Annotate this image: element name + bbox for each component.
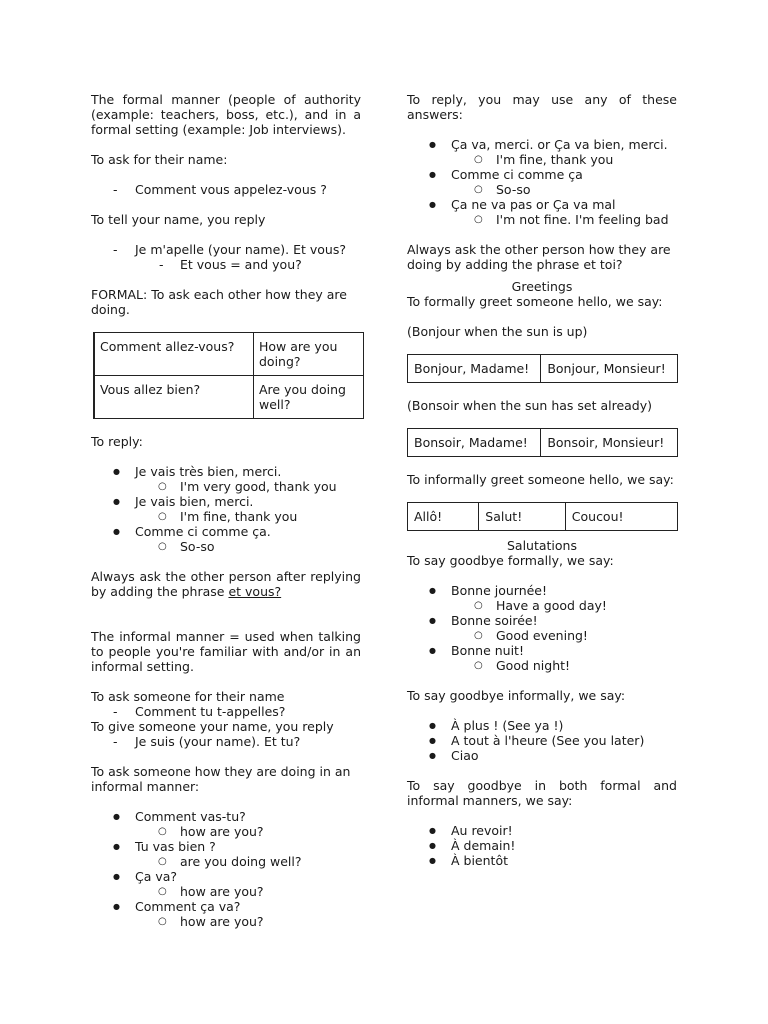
ask-name-phrase: - Comment vous appelez-vous ? <box>91 182 361 197</box>
list-item: ● Comme ci comme ça. <box>91 524 361 539</box>
right-column <box>407 92 677 868</box>
informal-ask-name: To ask someone for their name <box>91 689 285 704</box>
informal-how-heading: To ask someone how they are doing in an informal manner: <box>91 764 351 794</box>
table-cell: Bonjour, Madame! <box>408 355 541 383</box>
always-ask-paragraph <box>91 569 361 599</box>
informal-greet-table <box>407 502 678 531</box>
goodbye-formal-heading: To say goodbye formally, we say: <box>407 553 614 568</box>
list-item: ● Comment vas-tu? <box>91 809 361 824</box>
list-item: ● Je vais bien, merci. <box>91 494 361 509</box>
table-row <box>94 333 364 376</box>
informal-ask-name-phrase: - Comment tu t-appelles? <box>91 704 361 719</box>
list-item: ● Au revoir! <box>407 823 677 838</box>
table-row <box>408 429 678 457</box>
list-item: ● À plus ! (See ya !) <box>407 718 677 733</box>
informal-give-name-phrase: - Je suis (your name). Et tu? <box>91 734 361 749</box>
list-subitem: ○ Good night! <box>407 658 677 673</box>
list-item: ● Bonne nuit! <box>407 643 677 658</box>
list-item: ● Bonne soirée! <box>407 613 677 628</box>
reply-any-heading: To reply, you may use any of these answers: <box>407 92 677 122</box>
bonjour-table <box>407 354 678 383</box>
table-cell: Allô! <box>408 503 479 531</box>
goodbye-informal-heading: To say goodbye informally, we say: <box>407 688 626 703</box>
tell-name-heading: To tell your name, you reply <box>91 212 266 227</box>
list-subitem: ○ Have a good day! <box>407 598 677 613</box>
list-subitem: ○ I'm fine, thank you <box>407 152 677 167</box>
ask-name-heading: To ask for their name: <box>91 152 228 167</box>
formal-ask-heading: FORMAL: To ask each other how they are doing. <box>91 287 347 317</box>
goodbye-both-heading: To say goodbye in both formal and informal manners, we say: <box>407 778 677 808</box>
table-cell: Coucou! <box>565 503 677 531</box>
list-item: ● Je vais très bien, merci. <box>91 464 361 479</box>
always-ask-text: Always ask the other person after replying by adding the phrase <box>91 569 361 599</box>
table-cell-en: Are you doing well? <box>254 376 364 419</box>
always-ask-toi: Always ask the other person how they are doing by adding the phrase et toi? <box>407 242 671 272</box>
left-column <box>91 92 361 929</box>
list-subitem: ○ So-so <box>91 539 361 554</box>
list-subitem: ○ I'm very good, thank you <box>91 479 361 494</box>
formal-greet-heading: To formally greet someone hello, we say: <box>407 294 663 309</box>
formal-how-table <box>93 332 364 419</box>
list-item: ● Ciao <box>407 748 677 763</box>
bonjour-note: (Bonjour when the sun is up) <box>407 324 588 339</box>
list-item: ● Comment ça va? <box>91 899 361 914</box>
table-cell-en: How are you doing? <box>254 333 364 376</box>
list-subitem: ○ how are you? <box>91 824 361 839</box>
list-item: ● A tout à l'heure (See you later) <box>407 733 677 748</box>
list-item: ● À demain! <box>407 838 677 853</box>
list-item: ● Ça va? <box>91 869 361 884</box>
list-subitem: ○ I'm fine, thank you <box>91 509 361 524</box>
list-item: ● Tu vas bien ? <box>91 839 361 854</box>
table-cell: Salut! <box>479 503 565 531</box>
to-reply-heading: To reply: <box>91 434 143 449</box>
table-row <box>408 503 678 531</box>
always-ask-phrase: et vous? <box>228 584 282 599</box>
bonsoir-table <box>407 428 678 457</box>
greetings-heading: Greetings <box>511 279 573 294</box>
list-subitem: ○ how are you? <box>91 884 361 899</box>
list-subitem: ○ Good evening! <box>407 628 677 643</box>
table-cell-fr: Vous allez bien? <box>94 376 254 419</box>
table-row <box>94 376 364 419</box>
list-item: ● À bientôt <box>407 853 677 868</box>
informal-greet-heading: To informally greet someone hello, we say: <box>407 472 674 487</box>
informal-give-name: To give someone your name, you reply <box>91 719 334 734</box>
list-item: ● Ça va, merci. or Ça va bien, merci. <box>407 137 677 152</box>
table-row <box>408 355 678 383</box>
list-subitem: ○ are you doing well? <box>91 854 361 869</box>
list-subitem: ○ So-so <box>407 182 677 197</box>
formal-intro: The formal manner (people of authority (example: teachers, boss, etc.), and in a formal setting (example: Job interviews). <box>91 92 361 137</box>
bonsoir-note: (Bonsoir when the sun has set already) <box>407 398 653 413</box>
table-cell: Bonjour, Monsieur! <box>541 355 678 383</box>
list-item: ● Comme ci comme ça <box>407 167 677 182</box>
list-item: ● Bonne journée! <box>407 583 677 598</box>
table-cell: Bonsoir, Monsieur! <box>541 429 678 457</box>
list-subitem: ○ how are you? <box>91 914 361 929</box>
list-item: ● Ça ne va pas or Ça va mal <box>407 197 677 212</box>
table-cell: Bonsoir, Madame! <box>408 429 541 457</box>
informal-intro: The informal manner = used when talking to people you're familiar with and/or in an informal setting. <box>91 629 361 674</box>
table-cell-fr: Comment allez-vous? <box>94 333 254 376</box>
salutations-heading: Salutations <box>506 538 577 553</box>
tell-name-phrase: - Je m'apelle (your name). Et vous? <box>91 242 361 257</box>
list-subitem: ○ I'm not fine. I'm feeling bad <box>407 212 677 227</box>
tell-name-sub: - Et vous = and you? <box>91 257 361 272</box>
